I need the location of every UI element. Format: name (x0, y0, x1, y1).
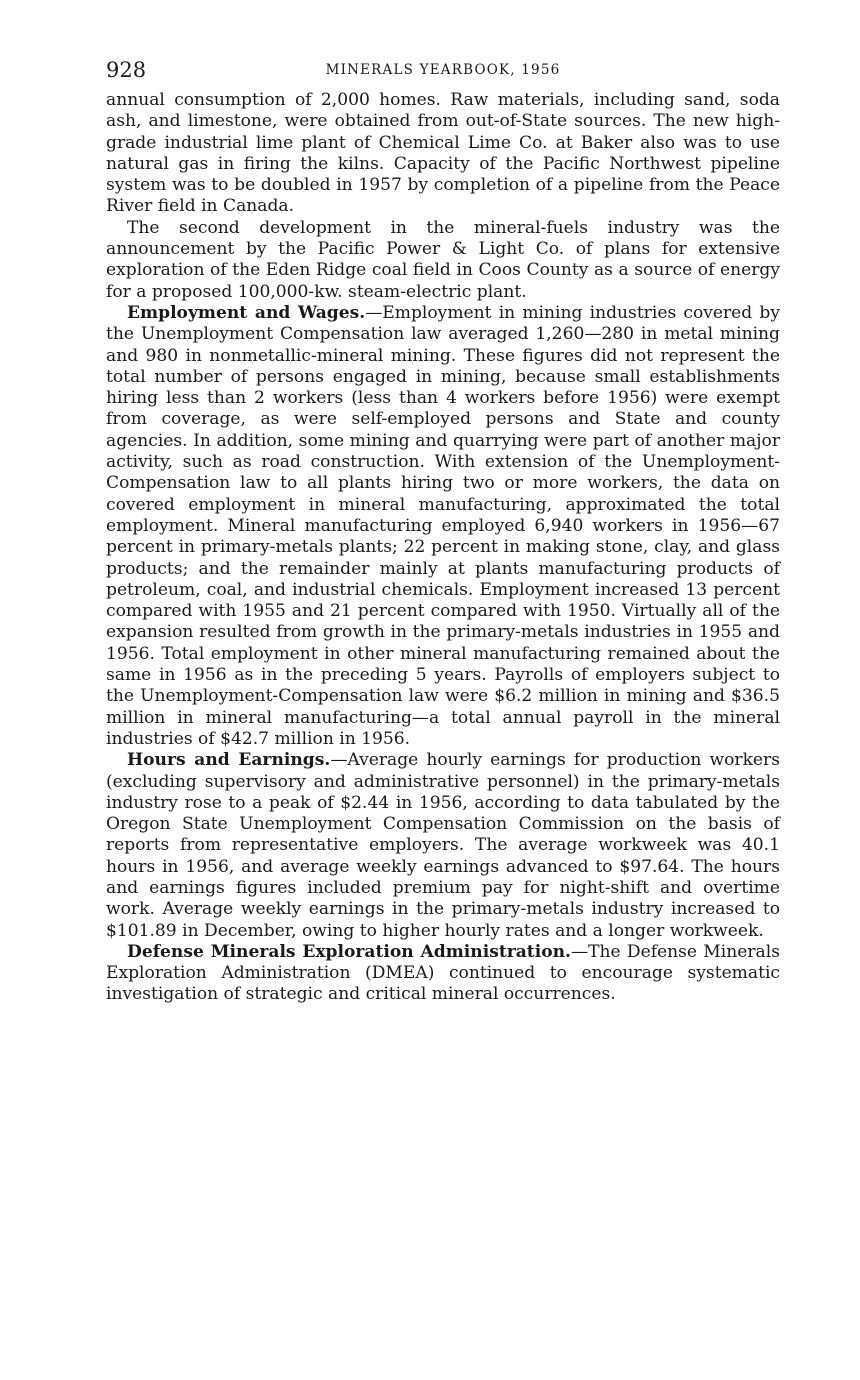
section-heading: Defense Minerals Exploration Administration. (127, 941, 571, 962)
paragraph-dmea (106, 942, 780, 1006)
body-text (106, 90, 780, 1006)
book-page (106, 58, 780, 1006)
paragraph-text: —Employment in mining industries covered by the Unemployment Compensation law averaged 1,260—280 in metal mining and 980 in nonmetallic-mineral mining. These figures did not represent the total number of persons engaged in mining, because small establishments hiring less than 2 workers (less than 4 workers before 1956) were exempt from coverage, as were self-employed persons and State and county agencies. In addition, some mining and quarrying were part of another major activity, such as road construction. With extension of the Unemployment-Compensation law to all plants hiring two or more workers, the data on covered employment in mineral manufacturing, approximated the total employment. Mineral manufacturing employed 6,940 workers in 1956—67 percent in primary-metals plants; 22 percent in making stone, clay, and glass products; and the remainder mainly at plants manufacturing products of petroleum, coal, and industrial chemicals. Employment increased 13 percent compared with 1955 and 21 percent compared with 1950. Virtually all of the expansion resulted from growth in the primary-metals industries in 1955 and 1956. Total employment in other mineral manufacturing remained about the same in 1956 as in the preceding 5 years. Payrolls of employers subject to the Unemployment-Compensation law were $6.2 million in mining and $36.5 million in mineral manufacturing—a total annual payroll in the mineral industries of $42.7 million in 1956. (106, 302, 781, 749)
paragraph-text: —Average hourly earnings for production workers (excluding supervisory and administrative personnel) in the primary-metals industry rose to a peak of $2.44 in 1956, according to data tabulated by the Oregon State Unemployment Compensation Commission on the basis of reports from representative employers. The average workweek was 40.1 hours in 1956, and average weekly earnings advanced to $97.64. The hours and earnings figures included premium pay for night-shift and overtime work. Average weekly earnings in the primary-metals industry increased to $101.89 in December, owing to higher hourly rates and a longer workweek. (106, 750, 780, 941)
paragraph-employment-and-wages (106, 303, 780, 750)
section-heading: Employment and Wages. (127, 302, 366, 323)
paragraph-mineral-fuels (106, 218, 780, 303)
running-title: MINERALS YEARBOOK, 1956 (325, 62, 561, 78)
page-number: 928 (106, 58, 147, 82)
paragraph-text: annual consumption of 2,000 homes. Raw materials, including sand, soda ash, and limestone, were obtained from out-of-State sources. The new high-grade industrial lime plant of Chemical Lime Co. at Baker also was to use natural gas in firing the kilns. Capacity of the Pacific Northwest pipeline system was to be doubled in 1957 by completion of a pipeline from the Peace River field in Canada. (106, 90, 780, 217)
paragraph-continued (106, 90, 780, 218)
paragraph-hours-and-earnings (106, 750, 780, 942)
paragraph-text: The second development in the mineral-fuels industry was the announcement by the Pacific Power & Light Co. of plans for extensive exploration of the Eden Ridge coal field in Coos County as a source of energy for a proposed 100,000-kw. steam-electric plant. (106, 217, 780, 302)
paragraph-text: —The Defense Minerals Exploration Administration (DMEA) continued to encourage systematic investigation of strategic and critical mineral occurrences. (106, 941, 780, 1005)
running-head (106, 58, 780, 90)
section-heading: Hours and Earnings. (127, 750, 331, 771)
